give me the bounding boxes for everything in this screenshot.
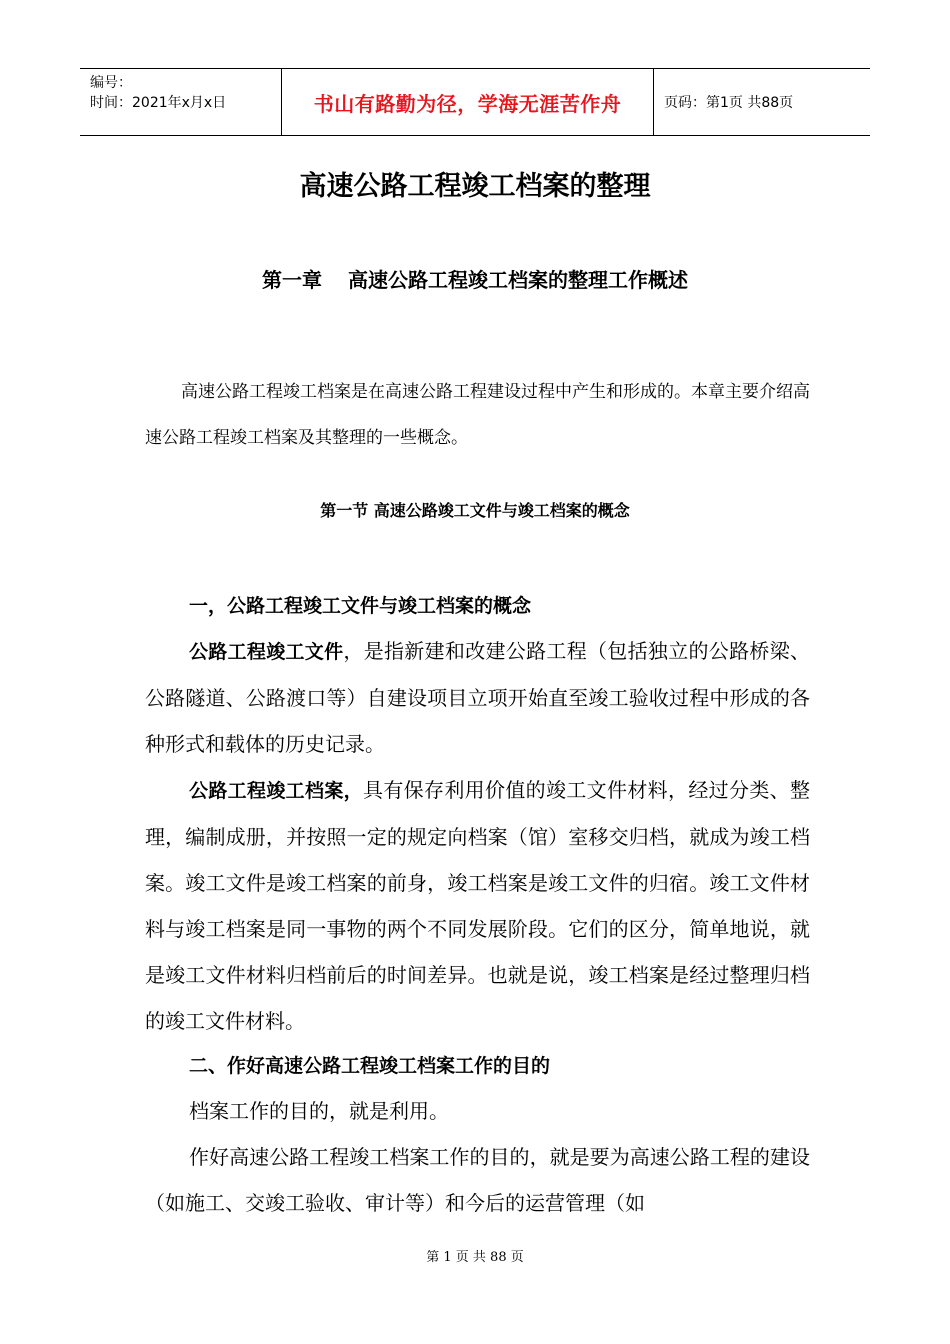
body-content bbox=[145, 584, 810, 1226]
chapter-heading bbox=[0, 264, 950, 293]
header-motto-cell bbox=[282, 69, 654, 135]
paragraph-1 bbox=[145, 628, 810, 767]
chapter-title: 高速公路工程竣工档案的整理工作概述 bbox=[348, 268, 688, 292]
serial-number-label: 编号： bbox=[90, 75, 132, 91]
time-label: 时间：2021年x月x日 bbox=[90, 95, 227, 111]
chapter-intro: 高速公路工程竣工档案是在高速公路工程建设过程中产生和形成的。本章主要介绍高速公路工程竣工档案及其整理的一些概念。 bbox=[145, 382, 810, 448]
paragraph-4: 作好高速公路工程竣工档案工作的目的，就是要为高速公路工程的建设（如施工、交竣工验收、审计等）和今后的运营管理（如 bbox=[145, 1145, 810, 1215]
header-table bbox=[80, 68, 870, 136]
paragraph-2 bbox=[145, 767, 810, 1044]
paragraph-2-text: 具有保存利用价值的竣工文件材料，经过分类、整理，编制成册，并按照一定的规定向档案（馆）室移交归档，就成为竣工档案。竣工文件是竣工档案的前身，竣工档案是竣工文件的归宿。竣工文件材料与竣工档案是同一事物的两个不同发展阶段。它们的区分，简单地说，就是竣工文件材料归档前后的时间差异。也就是说，竣工档案是经过整理归档的竣工文件材料。 bbox=[145, 778, 810, 1033]
term-completion-documents: 公路工程竣工文件 bbox=[189, 641, 344, 663]
paragraph-3: 档案工作的目的，就是利用。 bbox=[189, 1099, 449, 1123]
header-page-cell bbox=[654, 69, 870, 135]
page-code: 页码：第1页 共88页 bbox=[664, 95, 794, 111]
term-completion-archives: 公路工程竣工档案， bbox=[189, 780, 363, 802]
chapter-number: 第一章 bbox=[262, 268, 322, 292]
header-info-cell bbox=[80, 69, 282, 135]
subheading-1: 一，公路工程竣工文件与竣工档案的概念 bbox=[189, 595, 532, 617]
document-title: 高速公路工程竣工档案的整理 bbox=[299, 171, 651, 202]
motto-text: 书山有路勤为径，学海无涯苦作舟 bbox=[313, 91, 622, 116]
page-footer: 第 1 页 共 88 页 bbox=[426, 1250, 524, 1265]
subheading-2: 二、作好高速公路工程竣工档案工作的目的 bbox=[189, 1055, 551, 1077]
paragraph-1-text: ，是指新建和改建公路工程（包括独立的公路桥梁、公路隧道、公路渡口等）自建设项目立项开始直至竣工验收过程中形成的各种形式和载体的历史记录。 bbox=[145, 639, 810, 756]
section-title: 第一节 高速公路竣工文件与竣工档案的概念 bbox=[320, 501, 630, 520]
